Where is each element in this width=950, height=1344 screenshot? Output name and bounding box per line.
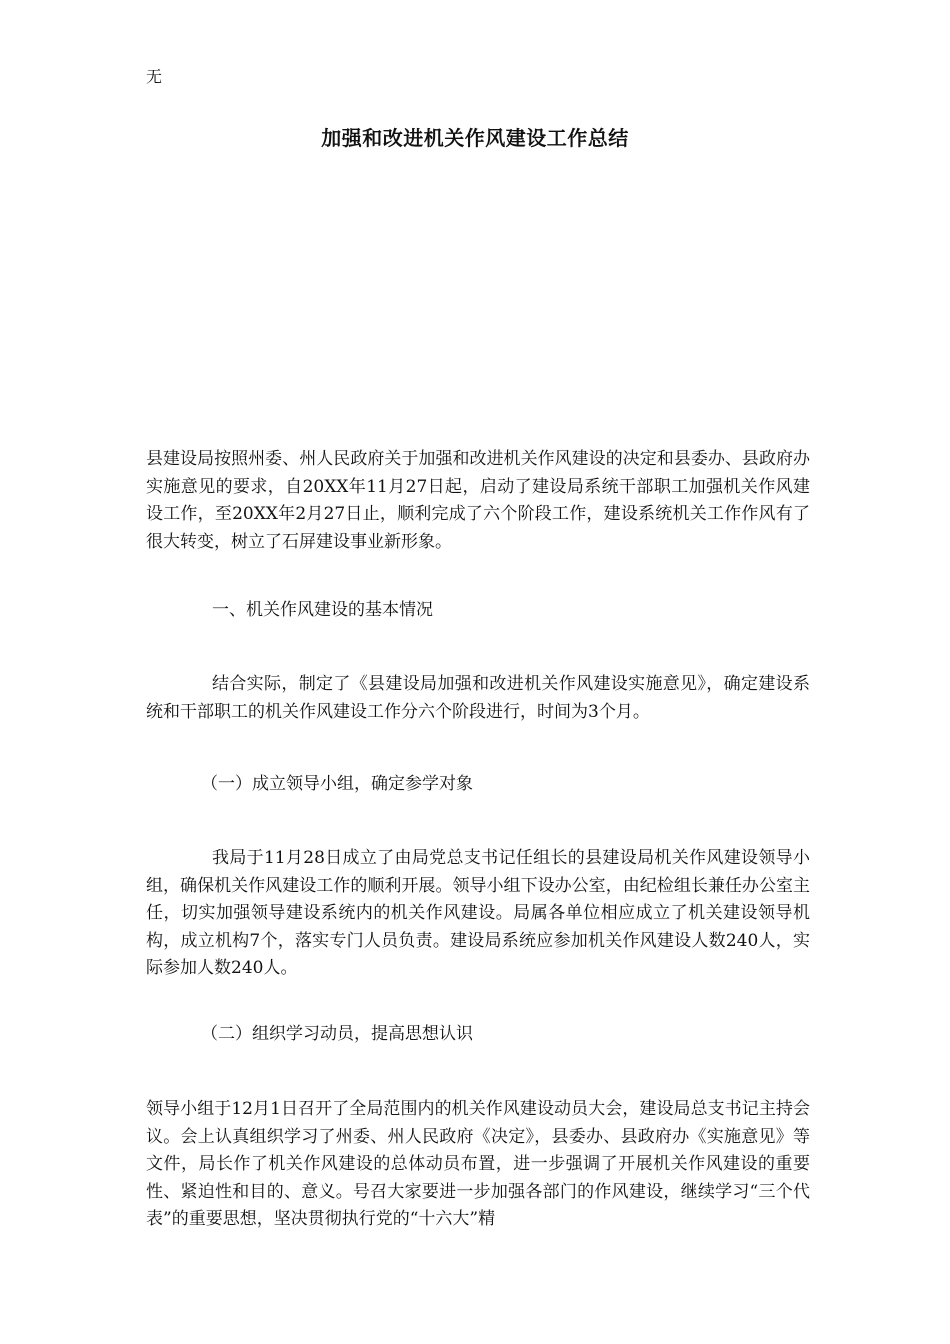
section-paragraph-basic-situation: 结合实际，制定了《县建设局加强和改进机关作风建设实施意见》，确定建设系统和干部职工的机关作风建设工作分六个阶段进行，时间为3个月。 xyxy=(146,674,810,722)
subsection-paragraph-study-mobilization: 领导小组于12月1日召开了全局范围内的机关作风建设动员大会，建设局总支书记主持会议。会上认真组织学习了州委、州人民政府《决定》，县委办、县政府办《实施意见》等文件，局长作了机关作风建设的总体动员布置，进一步强调了开展机关作风建设的重要性、紧迫性和目的、意义。号召大家要进一步加强各部门的作风建设，继续学习“三个代表”的重要思想，坚决贯彻执行党的“十六大”精 xyxy=(146,1099,810,1229)
subsection-paragraph-leadership-group: 我局于11月28日成立了由局党总支书记任组长的县建设局机关作风建设领导小组，确保机关作风建设工作的顺利开展。领导小组下设办公室，由纪检组长兼任办公室主任，切实加强领导建设系统内的机关作风建设。局属各单位相应成立了机关建设领导机构，成立机构7个，落实专门人员负责。建设局系统应参加机关作风建设人数240人，实际参加人数240人。 xyxy=(146,848,810,978)
intro-paragraph: 县建设局按照州委、州人民政府关于加强和改进机关作风建设的决定和县委办、县政府办实施意见的要求，自20XX年11月27日起，启动了建设局系统干部职工加强机关作风建设工作，至20XX年2月27日止，顺利完成了六个阶段工作，建设系统机关工作作风有了很大转变，树立了石屏建设事业新形象。 xyxy=(146,449,810,552)
header-mark: 无 xyxy=(146,67,163,86)
subsection-heading-study-mobilization: （二）组织学习动员，提高思想认识 xyxy=(201,1024,473,1044)
document-title: 加强和改进机关作风建设工作总结 xyxy=(321,126,629,150)
section-heading-basic-situation: 一、机关作风建设的基本情况 xyxy=(212,600,433,620)
subsection-heading-leadership-group: （一）成立领导小组，确定参学对象 xyxy=(201,774,473,794)
